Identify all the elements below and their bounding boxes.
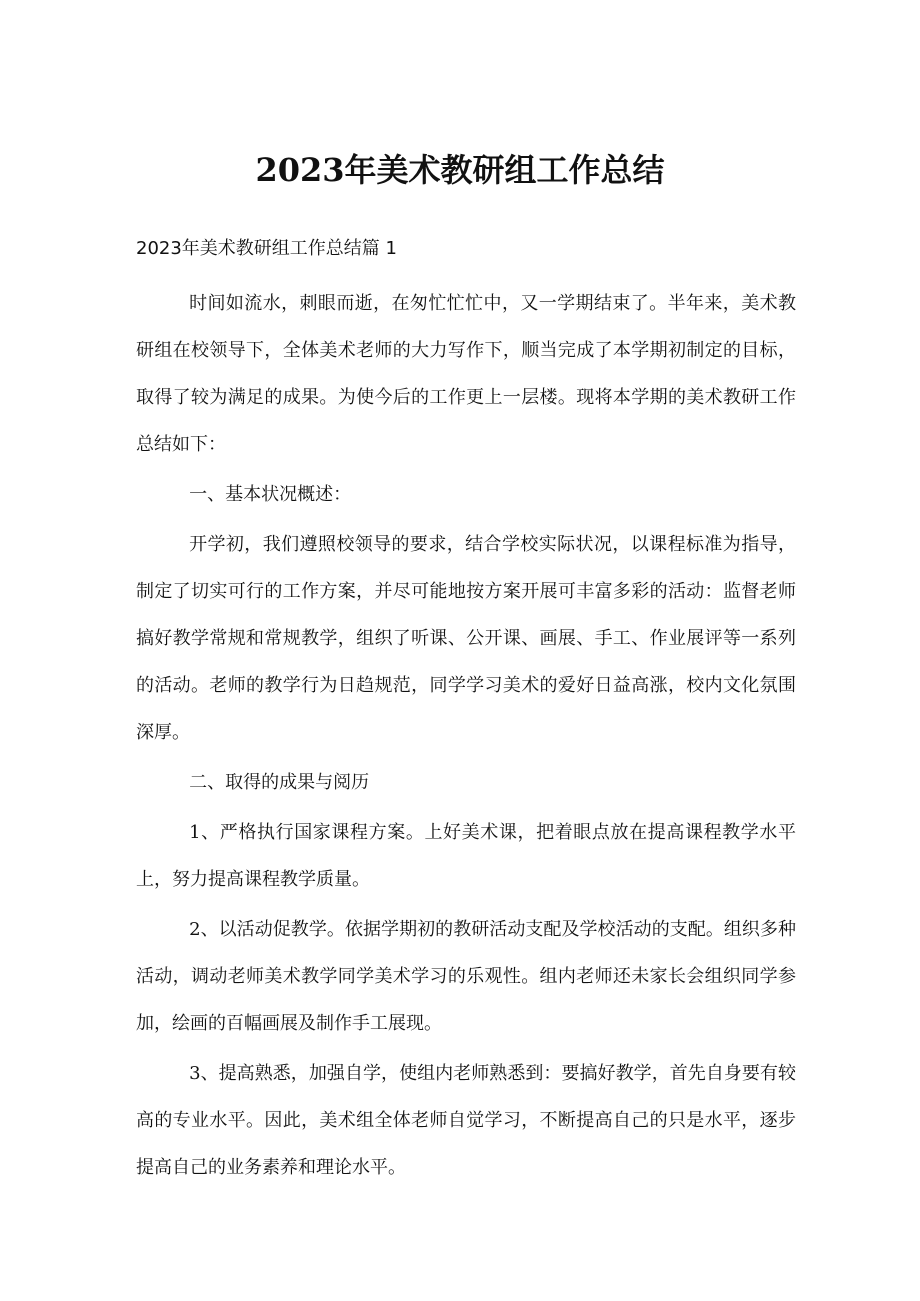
- section-heading-achievements: 二、取得的成果与阅历: [189, 772, 370, 793]
- paragraph-item-2: 2、以活动促教学。依据学期初的教研活动支配及学校活动的支配。组织多种活动，调动老师美术教学同学美术学习的乐观性。组内老师还未家长会组织同学参加，绘画的百幅画展及制作手工展现。: [136, 919, 796, 1034]
- section-heading-overview: 一、基本状况概述：: [189, 484, 352, 505]
- document-body: [136, 280, 796, 1191]
- paragraph-item-1: 1、严格执行国家课程方案。上好美术课，把着眼点放在提高课程教学水平上，努力提高课程教学质量。: [136, 822, 796, 890]
- paragraph-item-3: 3、提高熟悉，加强自学，使组内老师熟悉到：要搞好教学，首先自身要有较高的专业水平。因此，美术组全体老师自觉学习，不断提高自己的只是水平，逐步提高自己的业务素养和理论水平。: [136, 1063, 796, 1178]
- document-title: 2023年美术教研组工作总结: [255, 151, 665, 189]
- document-subtitle: 2023年美术教研组工作总结篇 1: [136, 238, 397, 259]
- paragraph-intro: 时间如流水，刺眼而逝，在匆忙忙忙中，又一学期结束了。半年来，美术教研组在校领导下，全体美术老师的大力写作下，顺当完成了本学期初制定的目标，取得了较为满足的成果。为使今后的工作更上一层楼。现将本学期的美术教研工作总结如下：: [136, 293, 796, 455]
- paragraph-overview: 开学初，我们遵照校领导的要求，结合学校实际状况，以课程标准为指导，制定了切实可行的工作方案，并尽可能地按方案开展可丰富多彩的活动：监督老师搞好教学常规和常规教学，组织了听课、公开课、画展、手工、作业展评等一系列的活动。老师的教学行为日趋规范，同学学习美术的爱好日益高涨，校内文化氛围深厚。: [136, 534, 796, 743]
